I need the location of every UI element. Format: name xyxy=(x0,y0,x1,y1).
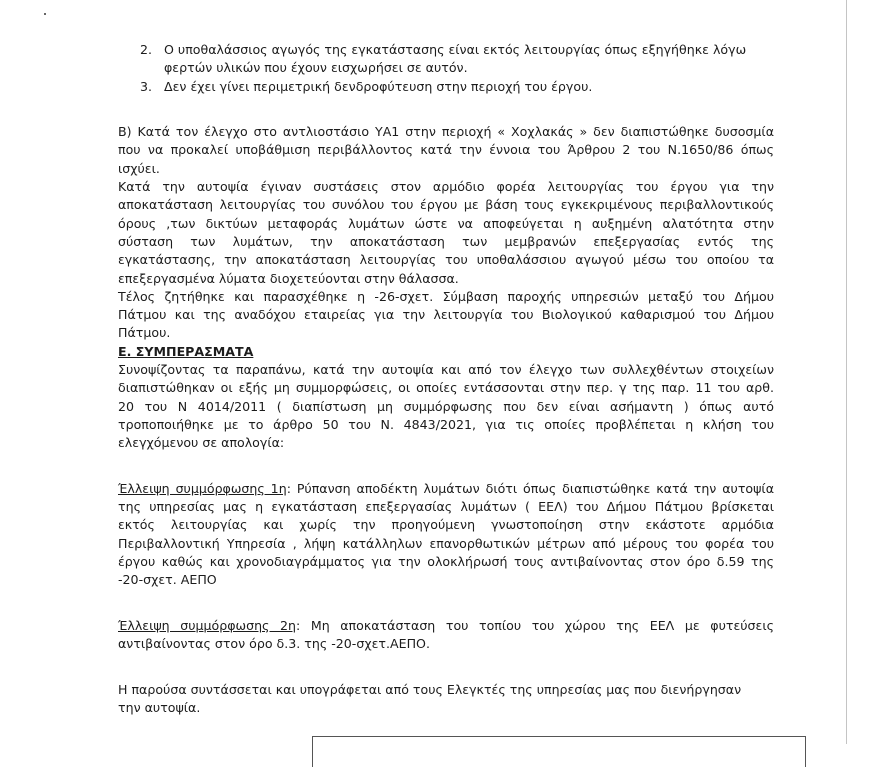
paragraph-recommendations xyxy=(118,178,774,288)
text-line: αποκατάσταση λειτουργίας του συνόλου του έργου με βάση τους εγκεκριμένους περιβαλλοντικούς xyxy=(118,197,774,213)
text-line: ελεγχόμενου σε απολογία: xyxy=(118,435,285,451)
scan-speck xyxy=(44,13,46,15)
noncompliance-label: Έλλειψη συμμόρφωσης 2η xyxy=(118,617,297,633)
text-line: που να προκαλεί υποβάθμιση περιβάλλοντος κατά την έννοια του Άρθρου 2 του Ν.1650/86 όπως xyxy=(118,142,774,158)
list-number: 2. xyxy=(140,42,153,57)
spacer xyxy=(118,114,774,123)
paragraph-b xyxy=(118,123,774,178)
text-line: εγκατάστασης, την αποκατάσταση λειτουργίας του υποθαλάσσιου αγωγού μέσω του οποίου τα xyxy=(118,252,774,268)
text-line: Πάτμου. xyxy=(118,325,171,341)
list-number: 3. xyxy=(140,78,153,94)
noncompliance-text: : Μη αποκατάσταση του τοπίου του χώρου της ΕΕΛ με φυτεύσεις xyxy=(296,617,774,633)
section-heading: Ε. ΣΥΜΠΕΡΑΣΜΑΤΑ xyxy=(118,343,254,359)
text-line: Β) Κατά τον έλεγχο στο αντλιοστάσιο ΥΑ1 στην περιοχή « Χοχλακάς » δεν διαπιστώθηκε δυσοσμία xyxy=(118,124,774,140)
spacer xyxy=(118,672,774,681)
list-item-continued: φερτών υλικών που έχουν εισχωρήσει σε αυτόν. xyxy=(164,60,468,76)
text-line: διαπιστώθηκαν οι εξής μη συμμορφώσεις, οι οποίες εντάσσονται στην περ. γ της παρ. 11 του αρθ. xyxy=(118,380,774,396)
spacer xyxy=(118,453,774,471)
numbered-list xyxy=(118,41,774,96)
text-line: εκτός λειτουργίας και χωρίς την προηγούμενη γνωστοποίηση στην εκάστοτε αρμόδια xyxy=(118,517,774,533)
noncompliance-2 xyxy=(118,617,774,654)
paragraph-contract xyxy=(118,288,774,343)
text-line: αντιβαίνοντας στον όρο δ.3. της -20-σχετ.ΑΕΠΟ. xyxy=(118,636,430,652)
text-line: -20-σχετ. ΑΕΠΟ xyxy=(118,572,217,588)
text-line: Περιβαλλοντική Υπηρεσία , λήψη κατάλληλων επανορθωτικών μέτρων από μέρους του φορέα του xyxy=(118,535,774,551)
signature-table-frame xyxy=(312,736,806,767)
spacer xyxy=(118,608,774,617)
text-line: Κατά την αυτοψία έγιναν συστάσεις στον αρμόδιο φορέα λειτουργίας του έργου για την xyxy=(118,179,774,195)
spacer xyxy=(118,590,774,608)
spacer xyxy=(118,654,774,672)
text-line: σύσταση των λυμάτων, την αποκατάσταση των μεμβρανών επεξεργασίας εντός της xyxy=(118,233,774,249)
text-line: την αυτοψία. xyxy=(118,700,201,716)
document-body xyxy=(118,41,774,717)
list-text: Ο υποθαλάσσιος αγωγός της εγκατάστασης είναι εκτός λειτουργίας όπως εξηγήθηκε λόγω xyxy=(164,42,747,57)
spacer xyxy=(118,471,774,480)
noncompliance-label: Έλλειψη συμμόρφωσης 1η xyxy=(118,480,287,496)
text-line: τροποποιήθηκε με το άρθρο 50 του Ν. 4843/2021, για τις οποίες προβλέπεται η κλήση του xyxy=(118,416,774,432)
text-line: έργου καθώς και χρονοδιαγράμματος για την ολοκλήρωσή τους αντιβαίνοντας στον όρο δ.59 της xyxy=(118,554,774,570)
noncompliance-text: : Ρύπανση αποδέκτη λυμάτων διότι όπως διαπιστώθηκε κατά την αυτοψία xyxy=(286,480,774,496)
page-edge-line xyxy=(846,0,847,744)
text-line: όρους ,των δικτύων μεταφοράς λυμάτων ώστε να αποφεύγεται η αυξημένη αλατότητα στην xyxy=(118,215,774,231)
spacer xyxy=(118,96,774,114)
text-line: Η παρούσα συντάσσεται και υπογράφεται από τους Ελεγκτές της υπηρεσίας μας που διενήργησαν xyxy=(118,681,742,697)
noncompliance-1 xyxy=(118,480,774,590)
text-line: Τέλος ζητήθηκε και παρασχέθηκε η -26-σχετ. Σύμβαση παροχής υπηρεσιών μεταξύ του Δήμου xyxy=(118,288,774,304)
text-line: Συνοψίζοντας τα παραπάνω, κατά την αυτοψία και από τον έλεγχο των συλλεχθέντων στοιχείων xyxy=(118,362,774,378)
text-line xyxy=(118,617,774,635)
text-line: Πάτμου και της αναδόχου εταιρείας για την λειτουργία του Βιολογικού καθαρισμού του Δήμου xyxy=(118,307,774,323)
list-item xyxy=(118,41,774,59)
text-line: 20 του Ν 4014/2011 ( διαπίστωση μη συμμόρφωσης που δεν είναι ασήμαντη ) όπως αυτό xyxy=(118,398,774,414)
list-text: Δεν έχει γίνει περιμετρική δενδροφύτευση στην περιοχή του έργου. xyxy=(164,78,593,94)
text-line xyxy=(118,480,774,498)
list-item xyxy=(118,78,774,96)
paragraph-conclusions xyxy=(118,361,774,452)
text-line: ισχύει. xyxy=(118,160,160,176)
text-line: επεξεργασμένα λύματα διοχετεύονται στην θάλασσα. xyxy=(118,270,459,286)
closing-paragraph xyxy=(118,681,774,718)
text-line: της υπηρεσίας μας η εγκατάσταση επεξεργασίας λυμάτων ( ΕΕΛ) του Δήμου Πάτμου βρίσκεται xyxy=(118,499,774,515)
